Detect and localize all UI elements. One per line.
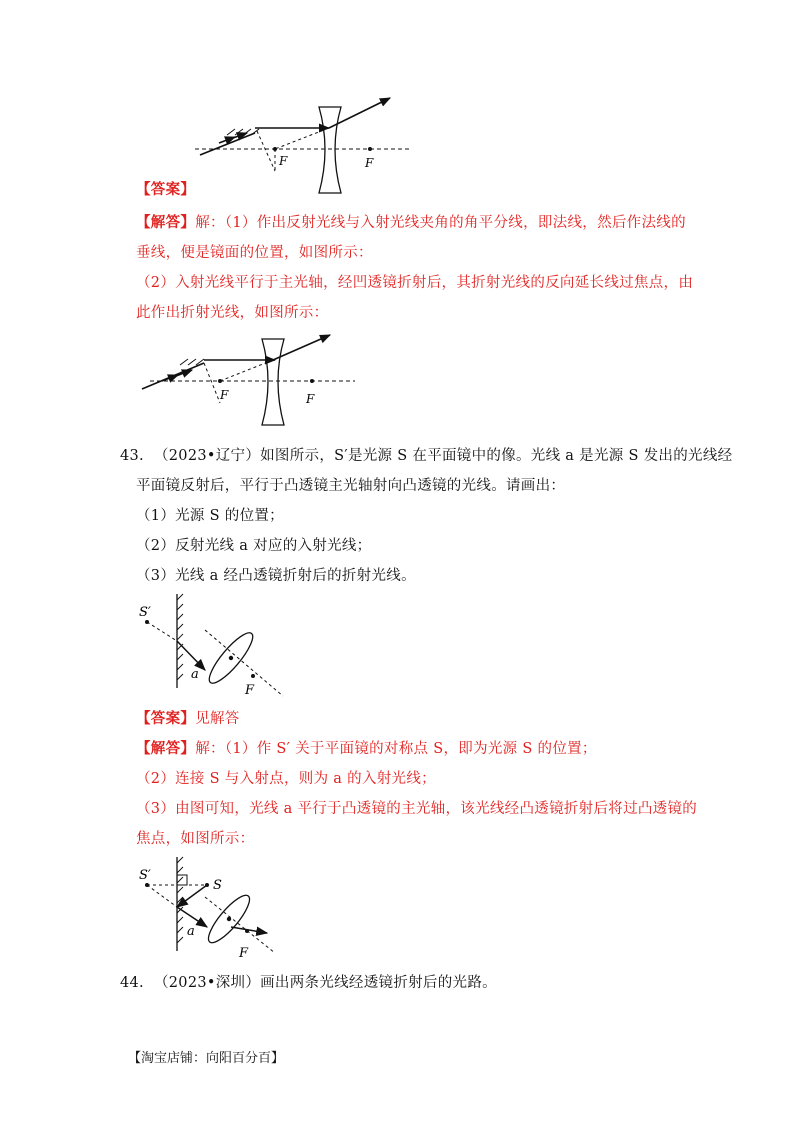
solution-text: （2）入射光线平行于主光轴，经凹透镜折射后，其折射光线的反向延长线过焦点，由 [136,275,694,291]
focus-label: F [306,392,315,406]
solution-line [136,739,597,759]
solution-tag: 【解答】 [136,740,196,757]
question-source: （2023•深圳） [153,975,261,991]
solution-lead: 解： [195,215,225,231]
figure-convex-lens-solution [135,855,295,969]
question-44-stem [120,973,497,993]
focus-label: F [279,154,288,168]
question-number: 43. [120,448,144,464]
image-point-label: S′ [139,605,151,620]
solution-line [136,213,686,233]
question-item: （2）反射光线 a 对应的入射光线； [136,538,372,554]
source-point-label: S [213,878,222,893]
solution-text: 此作出折射光线，如图所示： [136,305,329,321]
answer-text: 见解答 [195,711,240,727]
solution-text: （2）连接 S 与入射点，则为 a 的入射光线； [136,771,436,787]
figure-concave-lens-question [195,93,420,207]
question-number: 44. [120,975,144,991]
answer-tag: 【答案】 [136,710,196,727]
solution-tag: 【解答】 [136,214,196,231]
question-text: 如图所示，S′是光源 S 在平面镜中的像。光线 a 是光源 S 发出的光线经 [260,448,733,464]
figure-convex-lens-question [135,592,295,706]
focus-label: F [220,388,229,402]
solution-text: 焦点，如图所示： [136,831,255,847]
ray-label: a [187,924,195,939]
solution-text: （3）由图可知，光线 a 平行于凸透镜的主光轴，该光线经凸透镜折射后将过凸透镜的 [136,801,698,817]
focus-label: F [239,946,249,961]
solution-lead: 解： [195,741,225,757]
image-point-label: S′ [139,868,151,883]
focus-label: F [365,156,374,170]
question-43-stem [120,446,732,466]
answer-line [136,709,240,729]
question-item: （3）光线 a 经凸透镜折射后的折射光线。 [136,568,416,584]
answer-tag: 【答案】 [136,181,196,198]
question-text: 平面镜反射后，平行于凸透镜主光轴射向凸透镜的光线。请画出： [136,478,566,494]
focus-label: F [245,683,255,698]
solution-text: （1）作出反射光线与入射光线夹角的角平分线，即法线，然后作法线的 [224,215,686,231]
figure-concave-lens-solution [140,333,365,437]
question-text: 画出两条光线经透镜折射后的光路。 [260,975,497,991]
question-source: （2023•辽宁） [153,448,261,464]
question-item: （1）光源 S 的位置； [136,508,284,524]
solution-text: 垂线，便是镜面的位置，如图所示： [136,245,373,261]
solution-text: （1）作 S′ 关于平面镜的对称点 S，即为光源 S 的位置； [224,741,597,757]
footer-shop-label: 【淘宝店铺：向阳百分百】 [128,1051,285,1066]
ray-label: a [191,667,199,682]
